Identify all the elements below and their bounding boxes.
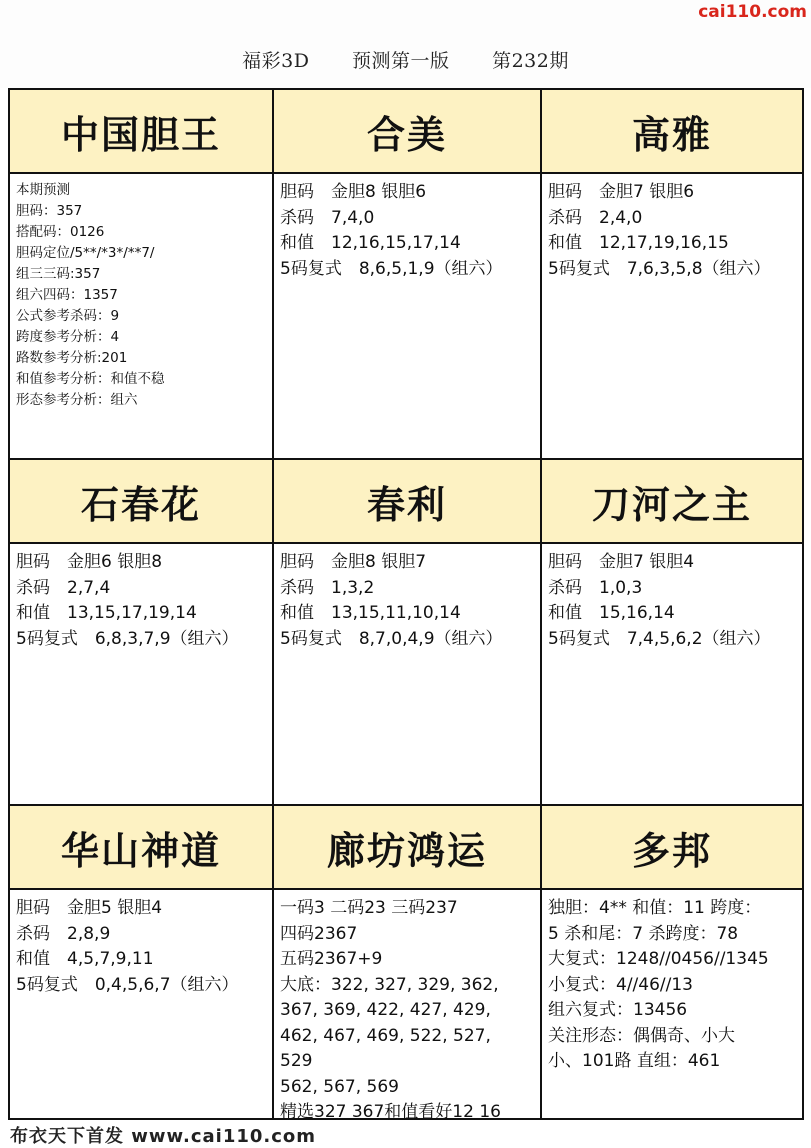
- prediction-grid: [8, 88, 804, 1120]
- expert-card: [274, 806, 542, 1118]
- prediction-line: 胆码 金胆8 银胆7: [280, 552, 427, 572]
- prediction-line: 5码复式 0,4,5,6,7（组六）: [16, 974, 239, 995]
- prediction-line: 关注形态：偶偶奇、小大: [548, 1025, 735, 1046]
- edition-label: 预测第一版: [352, 50, 450, 72]
- expert-card: [542, 90, 802, 460]
- prediction-line: 胆码 金胆7 银胆4: [548, 552, 695, 572]
- issue-number: 第232期: [492, 50, 569, 72]
- prediction-body: [274, 890, 540, 1118]
- prediction-line: 胆码 金胆6 银胆8: [16, 552, 163, 572]
- prediction-line: 组六四码：1357: [16, 287, 118, 303]
- prediction-line: 和值 13,15,11,10,14: [280, 603, 461, 623]
- lottery-name: 福彩3D: [242, 50, 310, 72]
- prediction-line: 5码复式 8,6,5,1,9（组六）: [280, 258, 503, 279]
- prediction-line: 组六复式：13456: [548, 1000, 688, 1020]
- expert-card: [274, 460, 542, 806]
- expert-name: 高雅: [542, 90, 802, 174]
- prediction-line: 和值 15,16,14: [548, 603, 675, 623]
- prediction-line: 529: [280, 1051, 313, 1071]
- prediction-body: [274, 174, 540, 282]
- expert-name: 中国胆王: [10, 90, 272, 174]
- expert-card: [10, 806, 274, 1118]
- prediction-line: 5 杀和尾：7 杀跨度：78: [548, 923, 739, 944]
- prediction-line: 5码复式 8,7,0,4,9（组六）: [280, 628, 503, 649]
- prediction-line: 胆码 金胆8 银胆6: [280, 182, 427, 202]
- prediction-line: 精选327 367和值看好12 16: [280, 1102, 501, 1118]
- prediction-line: 组三三码:357: [16, 266, 101, 282]
- prediction-line: 杀码 2,7,4: [16, 577, 111, 598]
- prediction-body: [10, 174, 272, 411]
- prediction-line: 5码复式 7,6,3,5,8（组六）: [548, 258, 771, 279]
- expert-name: 多邦: [542, 806, 802, 890]
- prediction-line: 路数参考分析:201: [16, 350, 128, 366]
- footer-source: 布衣天下首发 www.cai110.com: [10, 1126, 317, 1147]
- prediction-line: 杀码 7,4,0: [280, 207, 375, 228]
- prediction-line: 独胆：4** 和值：11 跨度：: [548, 898, 762, 918]
- prediction-line: 462, 467, 469, 522, 527,: [280, 1025, 491, 1046]
- expert-card: [10, 460, 274, 806]
- expert-card: [274, 90, 542, 460]
- prediction-line: 562, 567, 569: [280, 1076, 399, 1097]
- expert-name: 春利: [274, 460, 540, 544]
- prediction-line: 和值 12,16,15,17,14: [280, 233, 461, 253]
- prediction-line: 胆码：357: [16, 203, 83, 219]
- prediction-line: 胆码 金胆7 银胆6: [548, 182, 695, 202]
- prediction-line: 杀码 1,0,3: [548, 577, 643, 598]
- prediction-line: 四码2367: [280, 923, 358, 944]
- prediction-line: 和值 13,15,17,19,14: [16, 603, 197, 623]
- prediction-line: 大底：322, 327, 329, 362,: [280, 974, 499, 995]
- prediction-line: 形态参考分析：组六: [16, 392, 138, 408]
- expert-card: [10, 90, 274, 460]
- expert-name: 合美: [274, 90, 540, 174]
- expert-name: 华山神道: [10, 806, 272, 890]
- prediction-line: 搭配码：0126: [16, 224, 105, 240]
- prediction-body: [542, 174, 802, 282]
- prediction-line: 小、101路 直组：461: [548, 1051, 721, 1071]
- prediction-body: [274, 544, 540, 652]
- expert-card: [542, 460, 802, 806]
- prediction-line: 一码3 二码23 三码237: [280, 898, 458, 918]
- prediction-line: 五码2367+9: [280, 949, 383, 969]
- prediction-line: 杀码 2,4,0: [548, 207, 643, 228]
- prediction-line: 杀码 2,8,9: [16, 923, 111, 944]
- expert-name: 石春花: [10, 460, 272, 544]
- prediction-line: 和值参考分析：和值不稳: [16, 371, 165, 387]
- expert-name: 廊坊鸿运: [274, 806, 540, 890]
- prediction-line: 5码复式 7,4,5,6,2（组六）: [548, 628, 771, 649]
- prediction-line: 367, 369, 422, 427, 429,: [280, 1000, 491, 1020]
- prediction-body: [10, 544, 272, 652]
- prediction-line: 公式参考杀码：9: [16, 308, 120, 324]
- site-logo[interactable]: cai110.com: [698, 2, 807, 22]
- top-banner: [0, 0, 811, 88]
- prediction-line: 大复式：1248//0456//1345: [548, 949, 769, 969]
- prediction-line: 胆码 金胆5 银胆4: [16, 898, 163, 918]
- expert-name: 刀河之主: [542, 460, 802, 544]
- prediction-body: [10, 890, 272, 998]
- prediction-line: 5码复式 6,8,3,7,9（组六）: [16, 628, 239, 649]
- prediction-line: 本期预测: [16, 182, 70, 198]
- prediction-body: [542, 544, 802, 652]
- prediction-line: 杀码 1,3,2: [280, 577, 375, 598]
- prediction-body: [542, 890, 802, 1075]
- prediction-line: 胆码定位/5**/*3*/**7/: [16, 245, 155, 261]
- expert-card: [542, 806, 802, 1118]
- prediction-line: 小复式：4//46//13: [548, 974, 693, 995]
- prediction-line: 和值 4,5,7,9,11: [16, 949, 154, 969]
- prediction-line: 跨度参考分析：4: [16, 329, 120, 345]
- page-title: [0, 46, 811, 73]
- prediction-line: 和值 12,17,19,16,15: [548, 233, 729, 253]
